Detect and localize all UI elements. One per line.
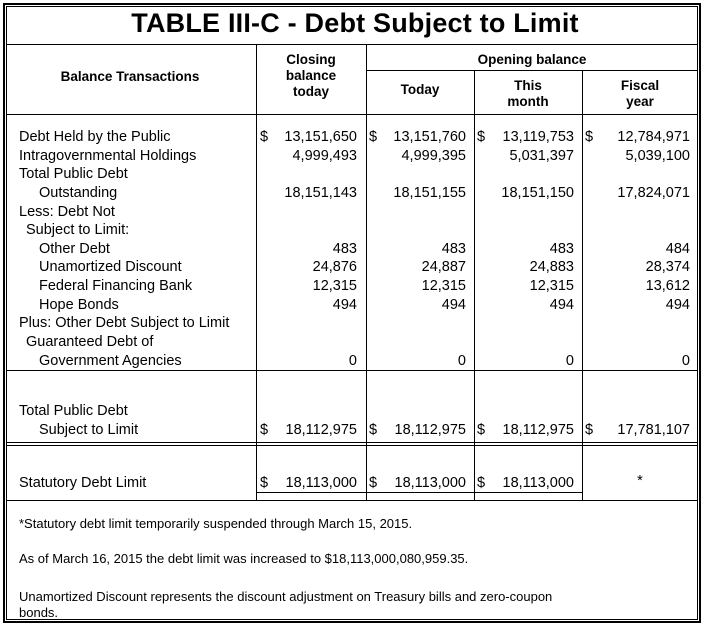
statutory-value: 18,113,000 [502,475,574,491]
row-value: 4,999,493 [292,148,357,164]
row-value: 18,151,155 [393,185,466,201]
note-increase: As of March 16, 2015 the debt limit was increased to $18,113,000,080,959.35. [19,551,469,566]
row-value: 483 [549,241,574,257]
statutory-value: 18,113,000 [285,475,357,491]
row-value: 24,876 [312,259,357,275]
section-divider-3 [6,445,698,446]
note-suspended: *Statutory debt limit temporarily suspended through March 15, 2015. [19,516,413,531]
total-subject-value: 18,112,975 [394,422,466,438]
statutory-fiscal-asterisk: * [637,473,643,489]
dollar-sign: $ [585,422,594,438]
col-divider-2 [366,44,367,500]
header-today: Today [400,82,440,97]
row-value: 0 [565,353,574,369]
row-value: 5,039,100 [625,148,690,164]
note-discount-line1: Unamortized Discount represents the discount adjustment on Treasury bills and zero-coupon [19,589,553,604]
row-value: 483 [332,241,357,257]
header-closing [256,52,366,100]
header-this-month [474,78,582,110]
row-value: 17,824,071 [617,185,690,201]
row-label: Plus: Other Debt Subject to Limit [19,315,230,331]
row-value: 12,315 [312,278,357,294]
total-subject-value: 18,112,975 [502,422,574,438]
dollar-sign: $ [260,129,269,145]
row-value: 12,784,971 [617,129,690,145]
opening-group-divider [366,70,698,71]
row-value: 13,119,753 [502,129,574,145]
page-title: TABLE III-C - Debt Subject to Limit [131,8,579,38]
title-divider [6,44,698,45]
row-value: 494 [441,297,466,313]
row-value: 494 [549,297,574,313]
row-label: Intragovernmental Holdings [19,148,197,164]
statutory-cell-underline [474,492,583,493]
total-subject-value: 17,781,107 [617,422,690,438]
dollar-sign: $ [585,129,594,145]
row-label: Debt Held by the Public [19,129,171,145]
row-label: Government Agencies [39,353,182,369]
row-value: 12,315 [529,278,574,294]
header-closing-line2: balance [285,68,337,83]
row-value: 18,151,143 [284,185,357,201]
header-balance-transactions: Balance Transactions [60,69,200,84]
header-fiscal-year [582,78,698,110]
row-label: Guaranteed Debt of [26,334,154,350]
section-divider-2 [6,442,698,443]
header-this-month-line2: month [507,94,549,109]
row-label: Hope Bonds [39,297,119,313]
row-value: 494 [665,297,690,313]
header-divider [6,114,698,115]
statutory-label: Statutory Debt Limit [19,475,147,491]
col-divider-4 [582,70,583,500]
row-label: Outstanding [39,185,118,201]
header-fiscal-year-line1: Fiscal [620,78,660,93]
row-value: 24,883 [529,259,574,275]
note-discount-line2: bonds. [19,605,59,620]
statutory-cell-underline [256,492,367,493]
row-value: 0 [681,353,690,369]
row-label: Total Public Debt [19,166,128,182]
total-subject-label-2: Subject to Limit [39,422,139,438]
statutory-value: 18,113,000 [394,475,466,491]
dollar-sign: $ [260,475,269,491]
header-opening-balance: Opening balance [477,52,587,67]
dollar-sign: $ [477,422,486,438]
row-value: 12,315 [421,278,466,294]
dollar-sign: $ [369,422,378,438]
row-value: 13,151,760 [393,129,466,145]
row-value: 5,031,397 [509,148,574,164]
dollar-sign: $ [260,422,269,438]
row-value: 0 [348,353,357,369]
dollar-sign: $ [369,475,378,491]
col-divider-1 [256,44,257,500]
row-value: 28,374 [645,259,690,275]
row-value: 24,887 [421,259,466,275]
notes-divider [6,500,698,501]
row-value: 13,612 [645,278,690,294]
total-subject-label-1: Total Public Debt [19,403,128,419]
row-label: Other Debt [39,241,110,257]
row-label: Unamortized Discount [39,259,182,275]
header-closing-line1: Closing [286,52,336,67]
row-value: 484 [665,241,690,257]
dollar-sign: $ [477,475,486,491]
col-divider-3 [474,70,475,500]
row-label: Subject to Limit: [26,222,130,238]
header-closing-line3: today [292,84,329,99]
row-value: 13,151,650 [284,129,357,145]
row-value: 4,999,395 [401,148,466,164]
row-value: 494 [332,297,357,313]
row-label: Federal Financing Bank [39,278,193,294]
header-this-month-line1: This [514,78,542,93]
row-value: 483 [441,241,466,257]
row-value: 18,151,150 [501,185,574,201]
total-subject-value: 18,112,975 [285,422,357,438]
dollar-sign: $ [369,129,378,145]
row-value: 0 [457,353,466,369]
row-label: Less: Debt Not [19,204,115,220]
dollar-sign: $ [477,129,486,145]
header-fiscal-year-line2: year [626,94,654,109]
statutory-cell-underline [366,492,475,493]
